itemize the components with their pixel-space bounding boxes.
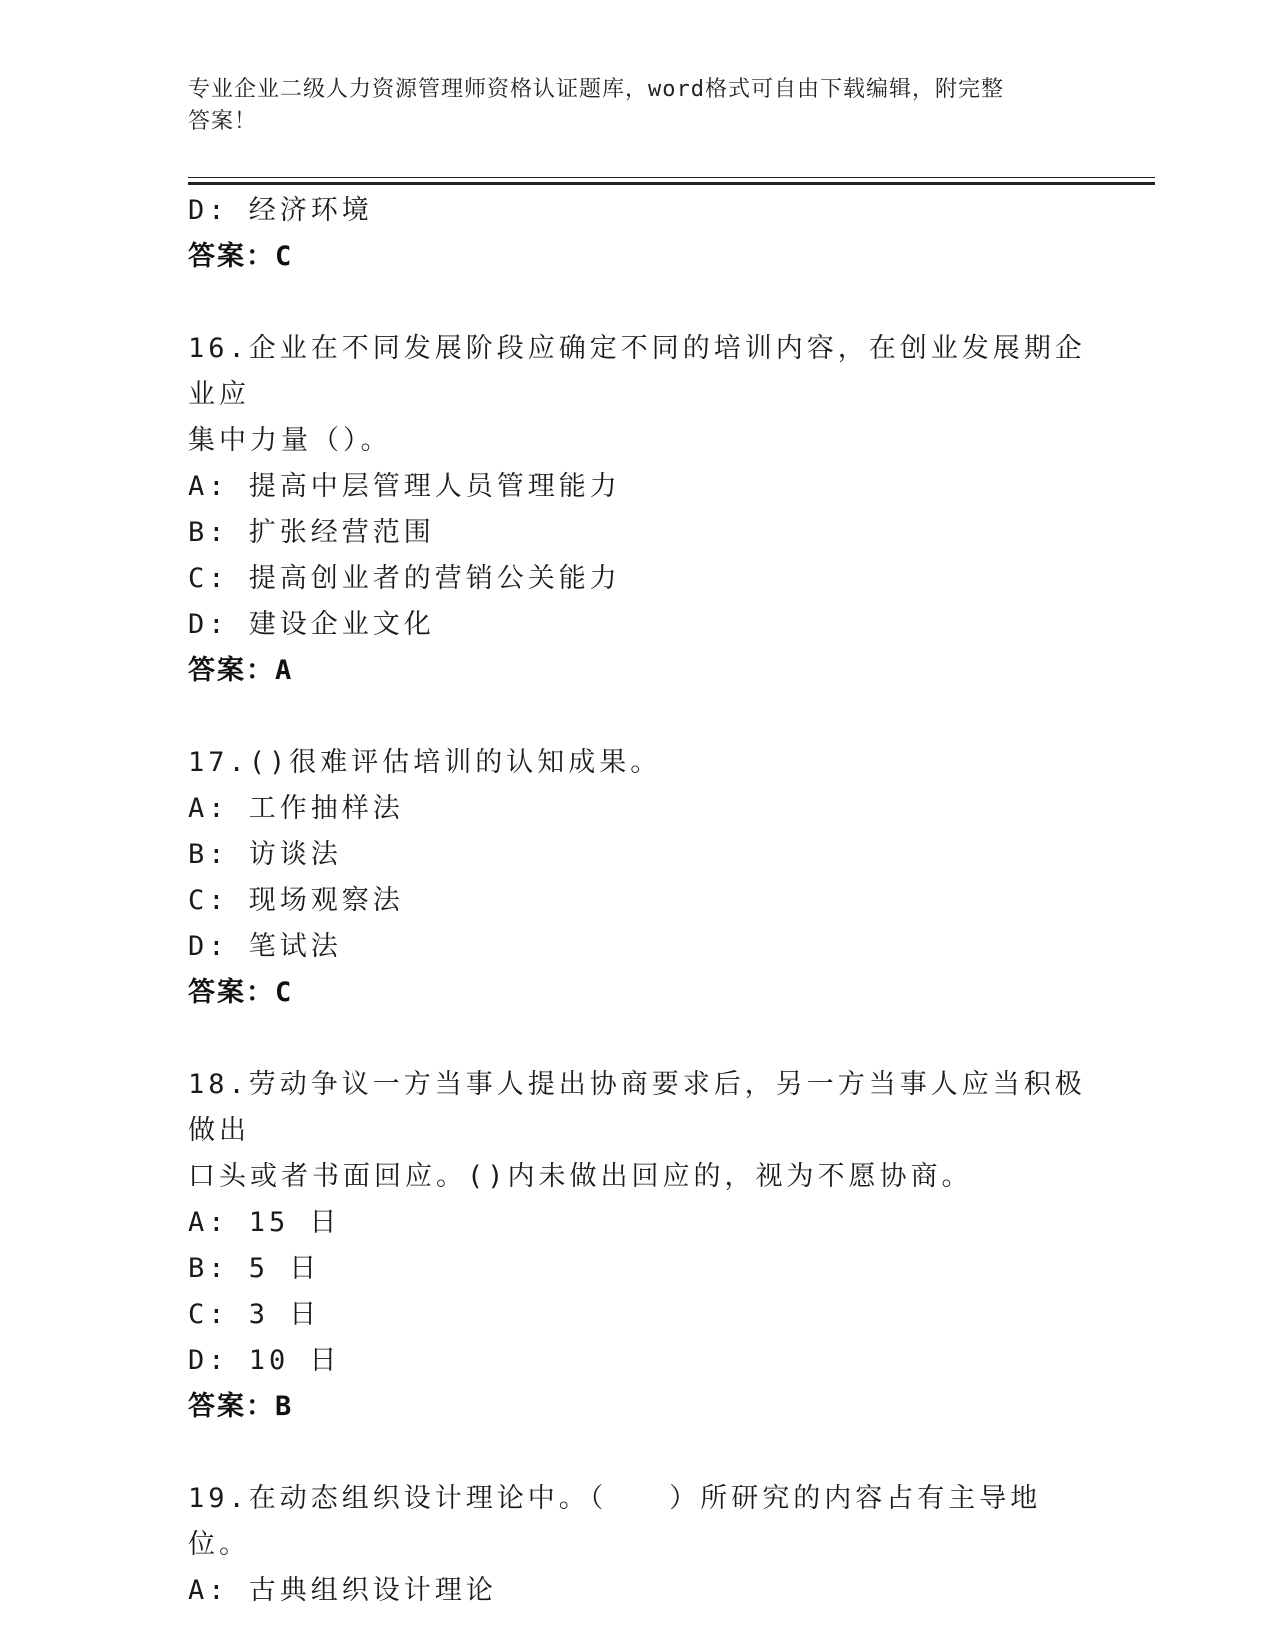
spacer — [188, 280, 1088, 326]
option-c: C: 提高创业者的营销公关能力 — [188, 563, 621, 594]
question-list — [188, 188, 1088, 1614]
spacer — [188, 694, 1088, 740]
option-d: D: 10 日 — [188, 1345, 341, 1376]
option-d: D: 笔试法 — [188, 931, 342, 962]
answer-line — [188, 970, 1088, 1016]
answer-label: 答案： — [188, 1391, 275, 1422]
spacer — [188, 1016, 1088, 1062]
answer-value: B — [275, 1391, 293, 1422]
question-17 — [188, 740, 1088, 1016]
header-line-1: 专业企业二级人力资源管理师资格认证题库，word格式可自由下载编辑，附完整 — [188, 77, 1004, 102]
answer-label: 答案： — [188, 241, 275, 272]
option-d: D: 建设企业文化 — [188, 609, 435, 640]
answer-line — [188, 648, 1088, 694]
question-19 — [188, 1476, 1088, 1614]
option-d: D: 经济环境 — [188, 195, 373, 226]
answer-value: A — [275, 655, 293, 686]
answer-line — [188, 234, 1088, 280]
header-line-2: 答案！ — [188, 109, 258, 134]
question-18 — [188, 1062, 1088, 1430]
question-stem-line: 口头或者书面回应。()内未做出回应的，视为不愿协商。 — [188, 1161, 973, 1192]
carryover-block — [188, 188, 1088, 280]
answer-label: 答案： — [188, 977, 275, 1008]
question-stem-line: 18.劳动争议一方当事人提出协商要求后，另一方当事人应当积极做出 — [188, 1069, 1086, 1146]
option-c: C: 3 日 — [188, 1299, 321, 1330]
option-c: C: 现场观察法 — [188, 885, 404, 916]
header-divider-thick — [188, 182, 1155, 185]
option-a: A: 工作抽样法 — [188, 793, 404, 824]
answer-line — [188, 1384, 1088, 1430]
spacer — [188, 1430, 1088, 1476]
question-stem-line: 19.在动态组织设计理论中。（ ）所研究的内容占有主导地位。 — [188, 1483, 1042, 1560]
question-stem-line: 17.()很难评估培训的认知成果。 — [188, 747, 662, 778]
document-header — [188, 74, 1068, 138]
option-b: B: 扩张经营范围 — [188, 517, 435, 548]
question-stem-line: 16.企业在不同发展阶段应确定不同的培训内容，在创业发展期企业应 — [188, 333, 1086, 410]
answer-value: C — [275, 241, 293, 272]
option-a: A: 古典组织设计理论 — [188, 1575, 497, 1606]
option-b: B: 5 日 — [188, 1253, 321, 1284]
answer-value: C — [275, 977, 293, 1008]
answer-label: 答案： — [188, 655, 275, 686]
question-stem-line: 集中力量（）。 — [188, 425, 392, 456]
header-divider-thin — [188, 177, 1155, 178]
option-b: B: 访谈法 — [188, 839, 342, 870]
option-a: A: 15 日 — [188, 1207, 341, 1238]
question-16 — [188, 326, 1088, 694]
option-a: A: 提高中层管理人员管理能力 — [188, 471, 621, 502]
